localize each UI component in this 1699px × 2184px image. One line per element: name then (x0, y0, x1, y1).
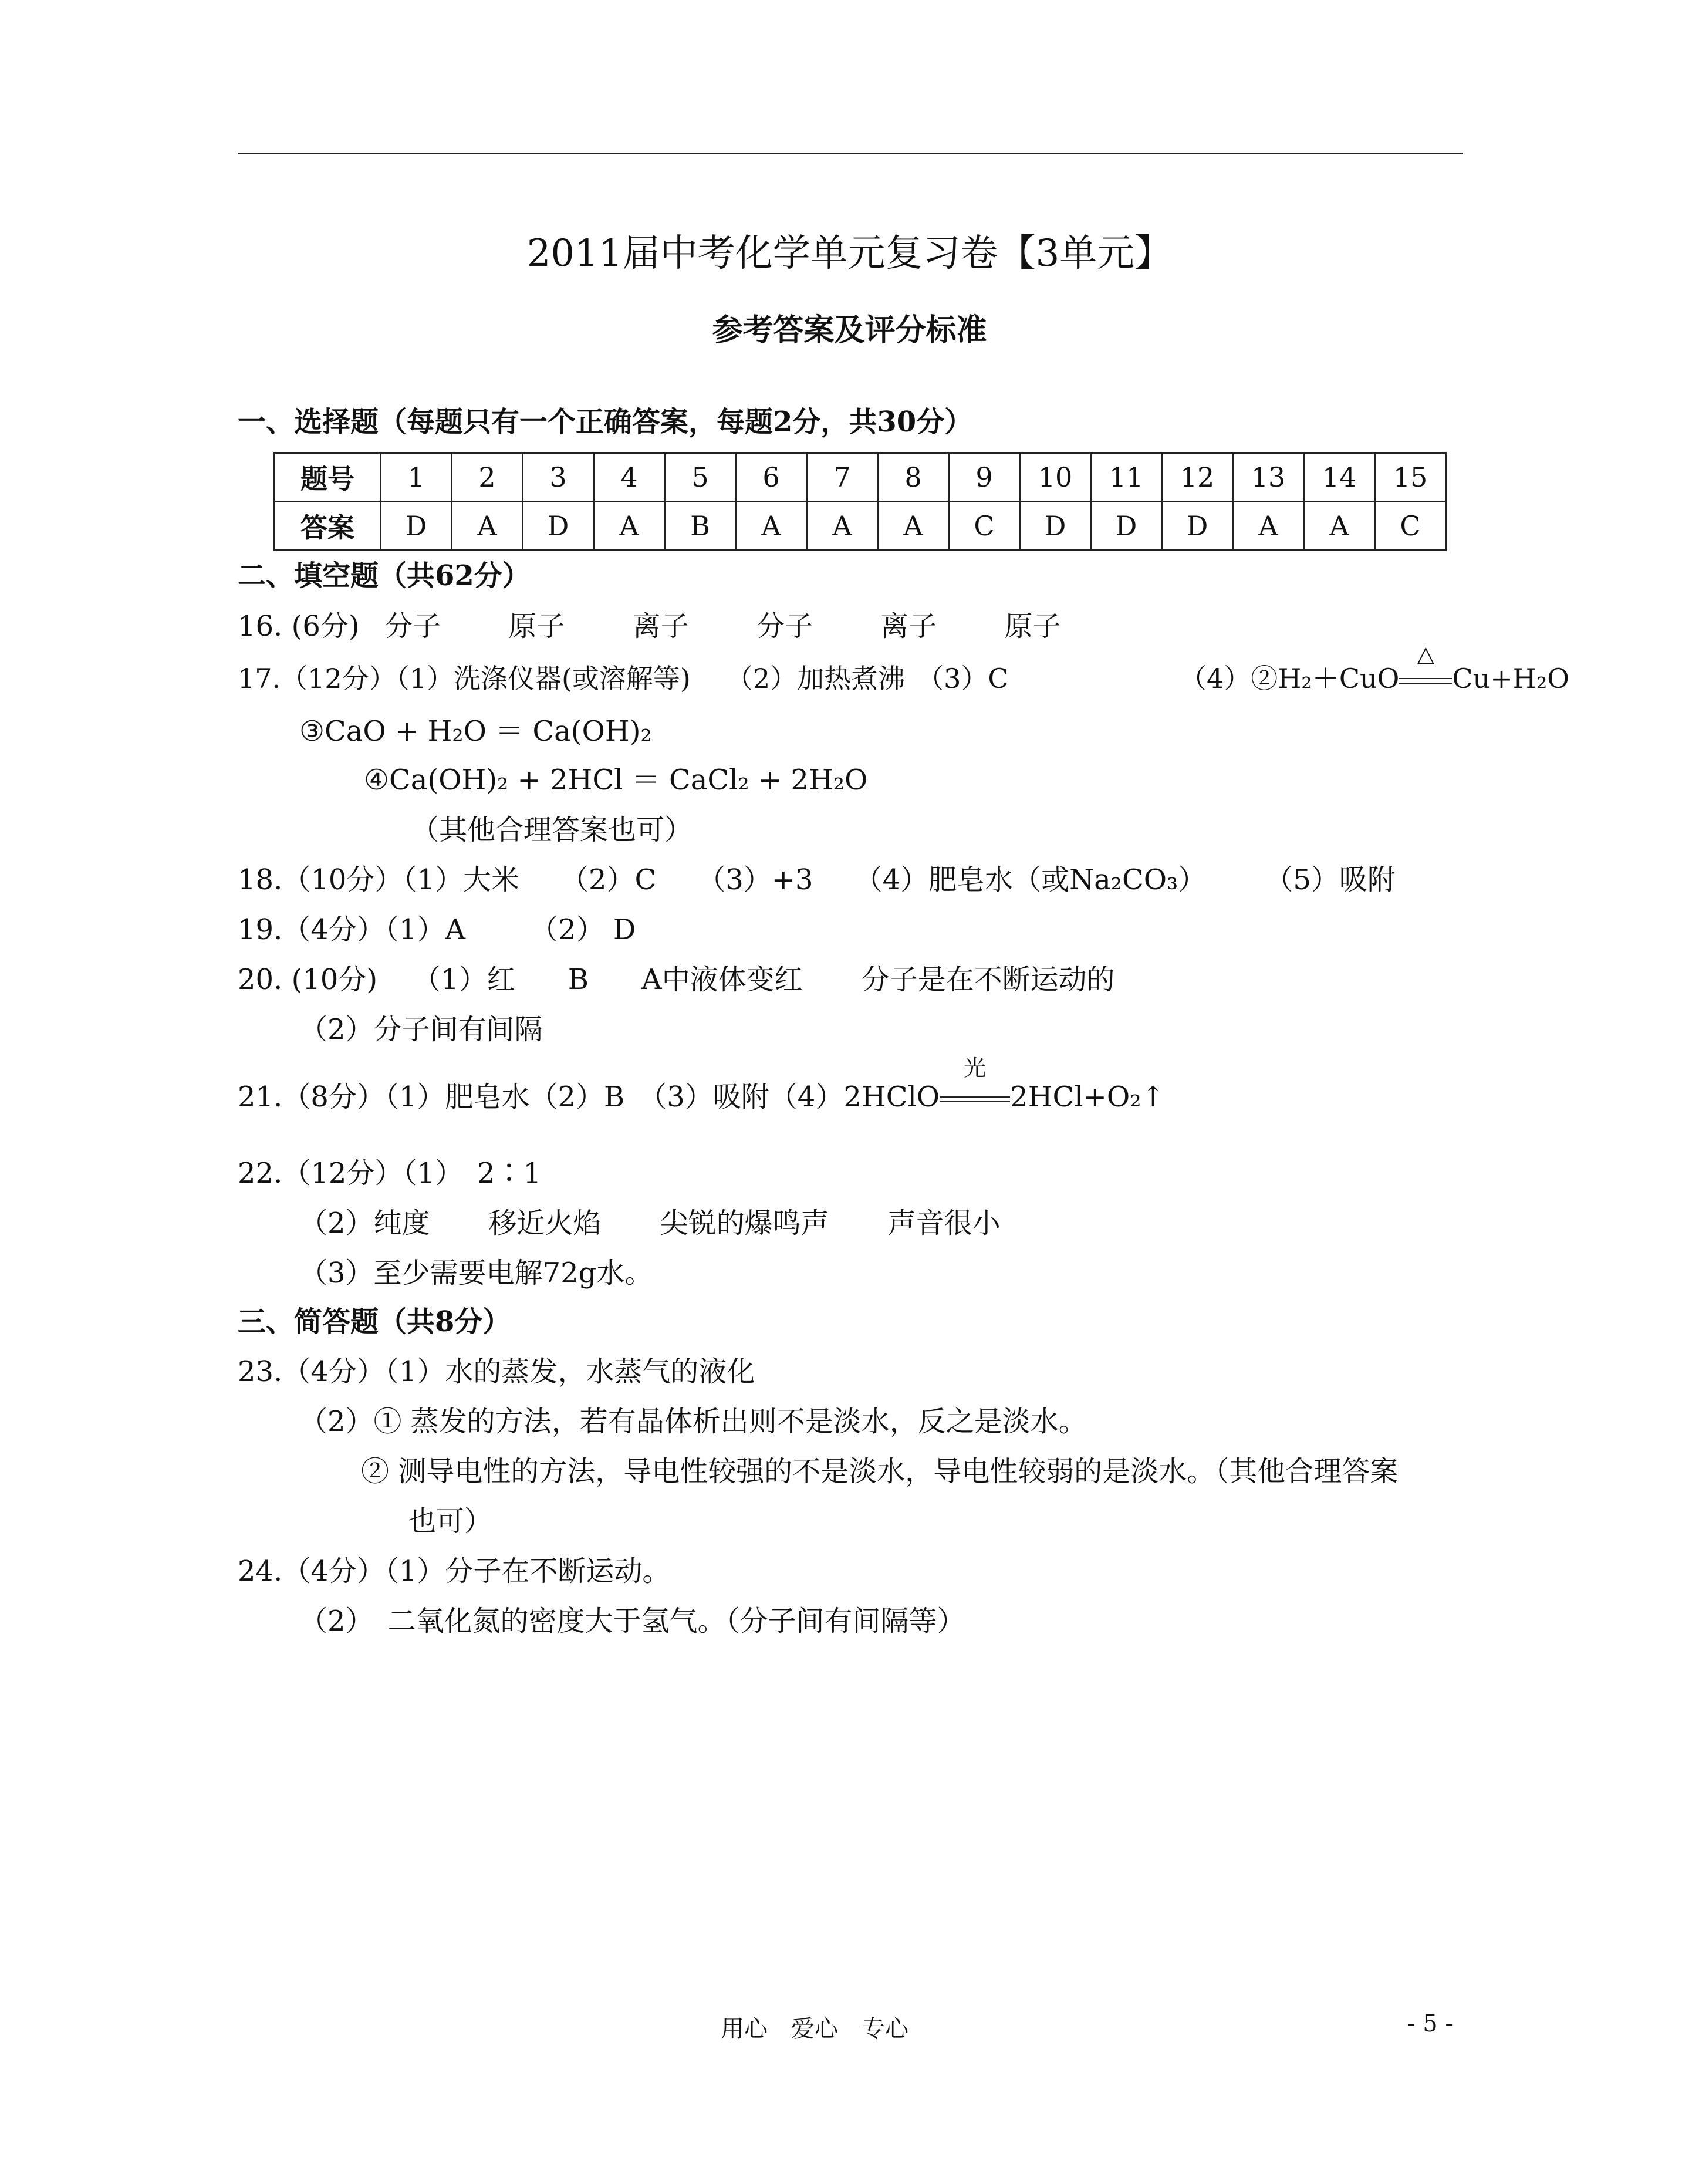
question-number: 21. (238, 1081, 283, 1113)
table-cell: 13 (1233, 453, 1304, 502)
table-cell: 5 (665, 453, 736, 502)
answer-part: （1）分子在不断运动。 (384, 1555, 671, 1588)
question-number: 18. (238, 863, 283, 896)
table-cell: A (452, 502, 523, 551)
light-condition (940, 1055, 1010, 1111)
answer-item: 离子 (880, 610, 937, 643)
table-cell: B (665, 502, 736, 551)
table-cell: D (381, 502, 452, 551)
table-cell: 6 (736, 453, 807, 502)
question-22 (238, 1157, 542, 1190)
page-title: 2011届中考化学单元复习卷【3单元】 (526, 232, 1173, 275)
table-row-numbers (275, 453, 1446, 502)
answer-part: （2） D (530, 913, 636, 946)
question-17-equation-4: ④Ca(OH)₂ + 2HCl ＝ CaCl₂ + 2H₂O (364, 764, 868, 796)
equation-left: H₂＋CuO (1278, 663, 1400, 694)
answer-part: （2）加热煮沸 (725, 663, 906, 694)
question-17 (238, 665, 1009, 692)
answer-table (273, 452, 1447, 551)
table-cell: D (1091, 502, 1162, 551)
table-cell: 12 (1162, 453, 1233, 502)
question-17-note: （其他合理答案也可） (411, 813, 693, 846)
table-cell: C (1375, 502, 1446, 551)
table-cell: 8 (878, 453, 949, 502)
section1-heading: 一、选择题（每题只有一个正确答案，每题2分，共30分） (238, 406, 973, 438)
answer-part: B (568, 963, 589, 996)
question-score: （4分） (282, 1555, 385, 1588)
answer-item: 原子 (1004, 610, 1061, 643)
question-number: 24. (238, 1555, 283, 1588)
heat-condition (1399, 641, 1452, 692)
table-cell: D (523, 502, 594, 551)
table-cell: D (1162, 502, 1233, 551)
table-cell: A (594, 502, 665, 551)
answer-part: （1）洗涤仪器(或溶解等) (396, 663, 691, 694)
header-rule (238, 153, 1463, 154)
answer-part: （4）② (1180, 663, 1278, 694)
triangle-icon: △ (1417, 641, 1434, 667)
question-number: 19. (238, 913, 283, 946)
table-cell: 3 (523, 453, 594, 502)
table-cell: A (1233, 502, 1304, 551)
equation-right: 2HCl+O₂↑ (1010, 1081, 1165, 1113)
question-number: 20. (238, 963, 283, 996)
table-cell: 2 (452, 453, 523, 502)
table-cell: D (1020, 502, 1091, 551)
answer-item: 分子 (756, 610, 813, 643)
question-23-part-2a: （2）① 蒸发的方法，若有晶体析出则不是淡水，反之是淡水。 (299, 1405, 1087, 1438)
question-18 (238, 863, 1396, 896)
table-cell: 14 (1304, 453, 1375, 502)
table-cell: 11 (1091, 453, 1162, 502)
question-score: （12分） (281, 663, 396, 694)
answer-part: （3）+3 (697, 863, 813, 896)
question-23 (238, 1355, 755, 1388)
table-cell: C (949, 502, 1020, 551)
section2-heading: 二、填空题（共62分） (238, 559, 531, 592)
question-24-part-2: （2） 二氧化氮的密度大于氢气。（分子间有间隔等） (299, 1605, 965, 1638)
table-cell: 4 (594, 453, 665, 502)
question-20-part-2: （2）分子间有间隔 (299, 1013, 543, 1046)
answer-part: 移近火焰 (488, 1207, 602, 1240)
answer-part: （4）肥皂水（或Na₂CO₃） (854, 863, 1207, 896)
question-number: 16. (238, 610, 283, 643)
table-cell: 9 (949, 453, 1020, 502)
question-score: （4分） (282, 913, 385, 946)
question-score: （4分） (282, 1355, 385, 1388)
question-22-part-3: （3）至少需要电解72g水。 (299, 1257, 653, 1290)
question-score: （10分） (282, 863, 403, 896)
question-score: (10分) (291, 963, 378, 996)
answer-part: A中液体变红 (641, 963, 803, 996)
answer-item: 原子 (508, 610, 565, 643)
table-cell: 1 (381, 453, 452, 502)
table-cell: A (878, 502, 949, 551)
question-number: 17. (238, 663, 281, 694)
answer-part: （1）水的蒸发，水蒸气的液化 (384, 1355, 755, 1388)
answer-part: （1）肥皂水（2）B （3）吸附（4）2HClO (384, 1081, 940, 1113)
answer-part: （2）纯度 (299, 1207, 430, 1240)
question-17-equation-3: ③CaO + H₂O ＝ Ca(OH)₂ (299, 715, 652, 748)
question-21 (238, 1055, 1165, 1113)
table-row-answers (275, 502, 1446, 551)
page-number: - 5 - (1407, 2010, 1453, 2037)
answer-part: （2）C (560, 863, 657, 896)
question-22-part-2 (299, 1207, 1001, 1240)
answer-part: 声音很小 (887, 1207, 1001, 1240)
question-20 (238, 963, 1115, 996)
table-cell: 15 (1375, 453, 1446, 502)
question-23-part-2b: ② 测导电性的方法，导电性较强的不是淡水，导电性较弱的是淡水。（其他合理答案 (361, 1455, 1399, 1488)
answer-part: （1）大米 (403, 863, 519, 896)
table-cell: 7 (807, 453, 878, 502)
answer-item: 离子 (632, 610, 689, 643)
question-19 (238, 913, 636, 946)
question-score: （8分） (282, 1081, 385, 1113)
question-24 (238, 1555, 671, 1588)
page-subtitle: 参考答案及评分标准 (712, 312, 987, 348)
question-score: （12分） (282, 1157, 403, 1190)
answer-part: 尖锐的爆鸣声 (660, 1207, 829, 1240)
question-score: (6分) (291, 610, 360, 643)
condition-label: 光 (964, 1055, 987, 1081)
question-number: 22. (238, 1157, 283, 1190)
table-cell: A (1304, 502, 1375, 551)
table-row-label: 答案 (275, 502, 381, 551)
question-23-part-2c: 也可） (408, 1505, 493, 1538)
answer-part: （3）C (917, 663, 1009, 694)
section3-heading: 三、简答题（共8分） (238, 1305, 511, 1338)
answer-part: 分子是在不断运动的 (861, 963, 1115, 996)
answer-part: （5）吸附 (1265, 863, 1396, 896)
table-row-label: 题号 (275, 453, 381, 502)
table-cell: A (807, 502, 878, 551)
answer-item: 分子 (384, 610, 441, 643)
table-cell: A (736, 502, 807, 551)
answer-part: （1）红 (413, 963, 515, 996)
answer-part: （1）A (384, 913, 466, 946)
question-17-equation-2 (1180, 641, 1570, 694)
footer-motto: 用心 爱心 专心 (721, 2016, 908, 2043)
question-number: 23. (238, 1355, 283, 1388)
question-16 (238, 610, 1061, 643)
answer-part: （1） 2∶1 (403, 1157, 542, 1190)
table-cell: 10 (1020, 453, 1091, 502)
equation-right: Cu+H₂O (1452, 663, 1570, 694)
